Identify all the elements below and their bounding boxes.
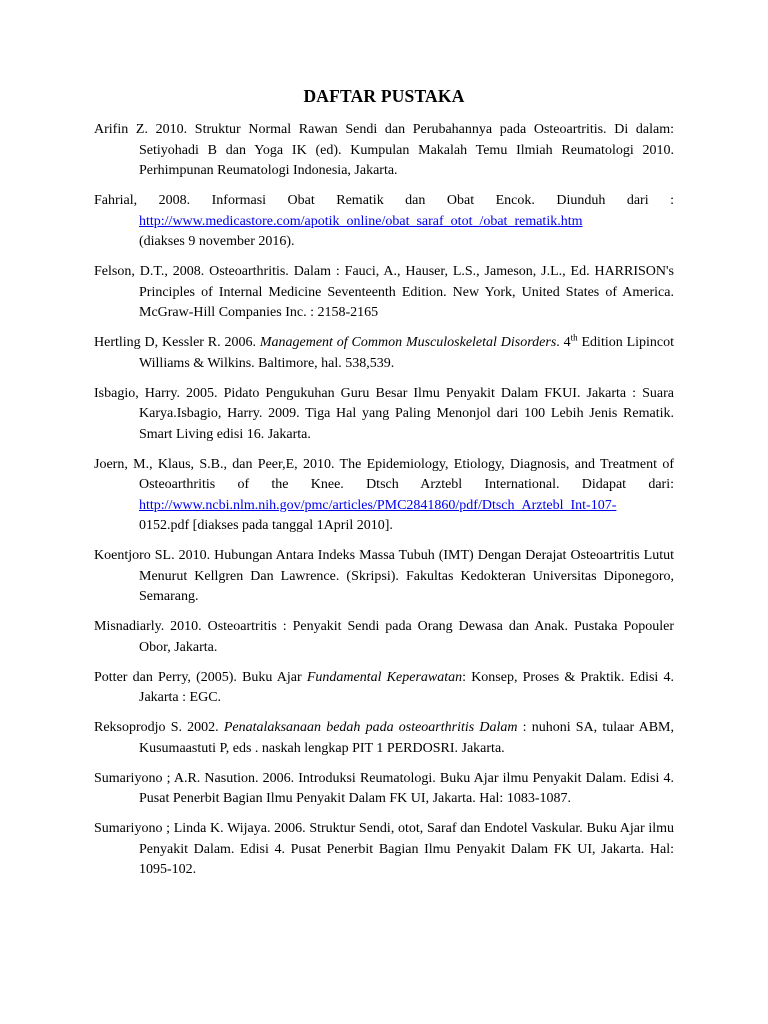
ref-text: Misnadiarly. 2010. Osteoartritis : Penyakit Sendi pada Orang Dewasa dan Anak. Pustaka Popouler Obor, Jakarta.	[94, 619, 674, 655]
ref-text: Joern, M., Klaus, S.B., dan Peer,E, 2010. The Epidemiology, Etiology, Diagnosis, and Treatment of Osteoarthritis of the Knee. Dtsch Arztebl International. Didapat dari:	[94, 456, 674, 492]
ref-text: Fahrial, 2008. Informasi Obat Rematik dan Obat Encok. Diunduh dari :	[94, 193, 674, 208]
ref-text: Hertling D, Kessler R. 2006.	[94, 335, 260, 350]
ref-text: Sumariyono ; Linda K. Wijaya. 2006. Struktur Sendi, otot, Saraf dan Endotel Vaskular. Buku Ajar ilmu Penyakit Dalam. Edisi 4. Pusat Penerbit Bagian Ilmu Penyakit Dalam FK UI, Jakarta. Hal: 1095-102.	[94, 821, 674, 877]
ref-text: Isbagio, Harry. 2005. Pidato Pengukuhan Guru Besar Ilmu Penyakit Dalam FKUI. Jakarta : Suara Karya.Isbagio, Harry. 2009. Tiga Hal yang Paling Menonjol dari 100 Lebih Jenis Rematik. Smart Living edisi 16. Jakarta.	[94, 385, 674, 442]
reference-item	[94, 546, 674, 608]
ref-text: Felson, D.T., 2008. Osteoarthritis. Dalam : Fauci, A., Hauser, L.S., Jameson, J.L., Ed. HARRISON's Principles of Internal Medicine Seventeenth Edition. New York, United States of America. McGraw-Hill Companies Inc. : 2158-2165	[94, 264, 674, 320]
reference-link[interactable]: http://www.ncbi.nlm.nih.gov/pmc/articles/PMC2841860/pdf/Dtsch_Arztebl_Int-107-	[139, 497, 617, 513]
ref-text: 0152.pdf [diakses pada tanggal 1April 2010].	[139, 518, 393, 533]
reference-item	[94, 769, 674, 810]
ref-text: Reksoprodjo S. 2002.	[94, 720, 224, 735]
ref-text: . 4	[556, 335, 571, 350]
reference-item	[94, 262, 674, 324]
ref-text: : nuhoni SA, tulaar ABM, Kusumaastuti P, eds . naskah lengkap PIT 1 PERDOSRI. Jakarta.	[139, 720, 674, 756]
reference-item	[94, 191, 674, 253]
ref-text: (diakses 9 november 2016).	[139, 234, 295, 249]
reference-item	[94, 718, 674, 759]
ref-text: Potter dan Perry, (2005). Buku Ajar	[94, 669, 307, 685]
ref-text: Sumariyono ; A.R. Nasution. 2006. Introduksi Reumatologi. Buku Ajar ilmu Penyakit Dalam. Edisi 4. Pusat Penerbit Bagian Ilmu Penyakit Dalam FK UI, Jakarta. Hal: 1083-1087.	[94, 770, 674, 806]
ref-text: Koentjoro SL. 2010. Hubungan Antara Indeks Massa Tubuh (IMT) Dengan Derajat Osteoartritis Lutut Menurut Kellgren Dan Lawrence. (Skripsi). Fakultas Kedokteran Universitas Diponegoro, Semarang.	[94, 548, 674, 604]
reference-item	[94, 455, 674, 537]
ref-superscript: th	[570, 332, 578, 343]
reference-item	[94, 120, 674, 182]
reference-item	[94, 333, 674, 374]
reference-item	[94, 617, 674, 658]
reference-item	[94, 819, 674, 881]
ref-italic-title: Fundamental Keperawatan	[306, 669, 463, 685]
ref-text: Edition Lipincot Williams & Wilkins. Baltimore, hal. 538,539.	[139, 335, 675, 371]
reference-link[interactable]: http://www.medicastore.com/apotik_online/obat_saraf_otot_/obat_rematik.htm	[139, 213, 583, 229]
reference-item	[94, 384, 674, 446]
ref-text: : Konsep, Proses & Praktik. Edisi 4. Jakarta : EGC.	[139, 669, 674, 705]
ref-text: Arifin Z. 2010. Struktur Normal Rawan Sendi dan Perubahannya pada Osteoartritis. Di dalam: Setiyohadi B dan Yoga IK (ed). Kumpulan Makalah Temu Ilmiah Reumatologi 2010. Perhimpunan Reumatologi Indonesia, Jakarta.	[94, 122, 674, 178]
reference-item	[94, 668, 674, 709]
page-title: DAFTAR PUSTAKA	[303, 86, 465, 106]
ref-italic-title: Management of Common Musculoskeletal Disorders	[259, 335, 557, 350]
ref-italic-title: Penatalaksanaan bedah pada osteoarthritis Dalam	[223, 720, 518, 735]
reference-list	[94, 120, 674, 890]
